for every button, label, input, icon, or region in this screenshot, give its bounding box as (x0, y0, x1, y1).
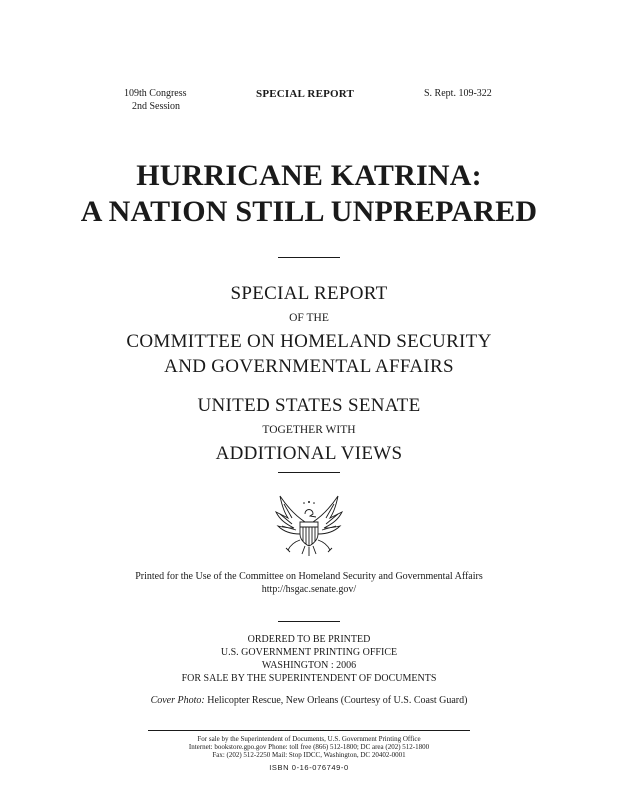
footer-rule (148, 730, 470, 731)
senate-heading: UNITED STATES SENATE (197, 395, 421, 416)
committee-line-1: COMMITTEE ON HOMELAND SECURITY (126, 331, 492, 352)
divider-2 (278, 472, 340, 473)
isbn: ISBN 0-16-076749-0 (269, 763, 349, 772)
committee-url: http://hsgac.senate.gov/ (261, 584, 357, 595)
printing-office: U.S. GOVERNMENT PRINTING OFFICE (220, 647, 398, 658)
for-sale-line: FOR SALE BY THE SUPERINTENDENT OF DOCUMENTS (181, 673, 437, 684)
title-line-2: A NATION STILL UNPREPARED (80, 195, 538, 228)
together-with-label: TOGETHER WITH (262, 424, 356, 436)
report-type-header: SPECIAL REPORT (256, 88, 355, 100)
divider-3 (278, 621, 340, 622)
footer-fax-line: Fax: (202) 512-2250 Mail: Stop IDCC, Washington, DC 20402-0001 (212, 751, 406, 759)
ordered-to-be-printed: ORDERED TO BE PRINTED (247, 634, 371, 645)
cover-photo-label: Cover Photo: (150, 695, 205, 706)
cover-photo-text: Helicopter Rescue, New Orleans (Courtesy of U.S. Coast Guard) (207, 695, 468, 706)
footer-sale-line: For sale by the Superintendent of Documents, U.S. Government Printing Office (197, 735, 421, 743)
printing-location: WASHINGTON : 2006 (261, 660, 357, 671)
additional-views-heading: ADDITIONAL VIEWS (215, 443, 403, 464)
cover-photo-credit (0, 695, 618, 707)
congress-label: 109th Congress (124, 88, 187, 99)
special-report-heading: SPECIAL REPORT (230, 283, 388, 304)
report-number: S. Rept. 109-322 (424, 88, 492, 99)
footer-internet-line: Internet: bookstore.gpo.gov Phone: toll free (866) 512-1800; DC area (202) 512-1800 (188, 743, 430, 751)
divider-1 (278, 257, 340, 258)
of-the-label: OF THE (289, 312, 329, 324)
title-line-1: HURRICANE KATRINA: (136, 159, 482, 192)
session-label: 2nd Session (132, 101, 181, 112)
committee-line-2: AND GOVERNMENTAL AFFAIRS (164, 356, 454, 377)
printed-for-text: Printed for the Use of the Committee on Homeland Security and Governmental Affairs (135, 571, 483, 582)
eagle-seal-icon (272, 492, 346, 558)
